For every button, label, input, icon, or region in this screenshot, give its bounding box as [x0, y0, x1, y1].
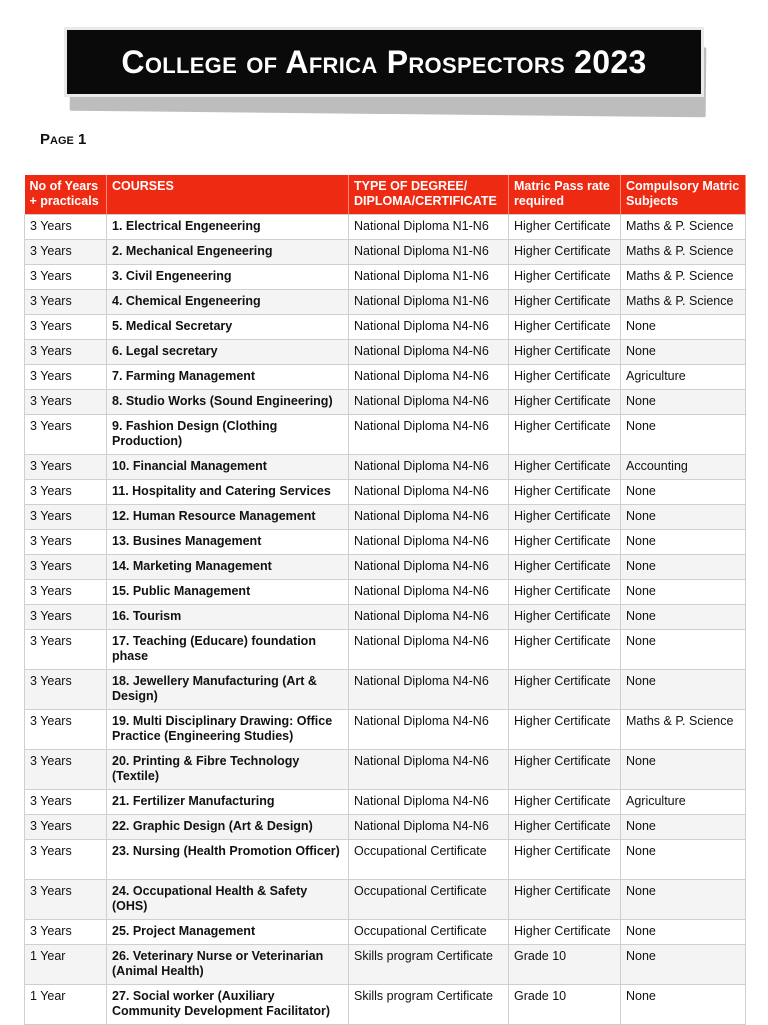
cell-pass-rate: Higher Certificate	[509, 265, 621, 290]
cell-pass-rate: Higher Certificate	[509, 415, 621, 455]
table-row	[25, 670, 746, 710]
cell-pass-rate: Higher Certificate	[509, 750, 621, 790]
cell-degree-type: National Diploma N4-N6	[349, 750, 509, 790]
cell-course: 23. Nursing (Health Promotion Officer)	[107, 840, 349, 880]
cell-pass-rate: Higher Certificate	[509, 530, 621, 555]
cell-course: 17. Teaching (Educare) foundation phase	[107, 630, 349, 670]
cell-degree-type: National Diploma N1-N6	[349, 265, 509, 290]
cell-pass-rate: Higher Certificate	[509, 290, 621, 315]
table-row	[25, 880, 746, 920]
cell-degree-type: National Diploma N4-N6	[349, 580, 509, 605]
cell-degree-type: National Diploma N4-N6	[349, 790, 509, 815]
cell-subjects: None	[621, 390, 746, 415]
cell-pass-rate: Higher Certificate	[509, 365, 621, 390]
cell-course: 6. Legal secretary	[107, 340, 349, 365]
cell-course: 3. Civil Engeneering	[107, 265, 349, 290]
cell-subjects: None	[621, 505, 746, 530]
cell-subjects: None	[621, 920, 746, 945]
cell-subjects: None	[621, 945, 746, 985]
cell-years: 3 Years	[25, 530, 107, 555]
cell-years: 3 Years	[25, 265, 107, 290]
cell-degree-type: National Diploma N4-N6	[349, 505, 509, 530]
cell-degree-type: National Diploma N4-N6	[349, 315, 509, 340]
cell-years: 3 Years	[25, 815, 107, 840]
cell-years: 3 Years	[25, 555, 107, 580]
cell-pass-rate: Higher Certificate	[509, 670, 621, 710]
cell-pass-rate: Higher Certificate	[509, 240, 621, 265]
table-row	[25, 985, 746, 1025]
cell-subjects: None	[621, 580, 746, 605]
cell-degree-type: Occupational Certificate	[349, 840, 509, 880]
cell-degree-type: National Diploma N4-N6	[349, 455, 509, 480]
cell-pass-rate: Higher Certificate	[509, 840, 621, 880]
cell-years: 3 Years	[25, 840, 107, 880]
cell-years: 1 Year	[25, 945, 107, 985]
cell-years: 3 Years	[25, 920, 107, 945]
table-row	[25, 630, 746, 670]
cell-pass-rate: Higher Certificate	[509, 790, 621, 815]
cell-degree-type: National Diploma N4-N6	[349, 605, 509, 630]
cell-subjects: Maths & P. Science	[621, 710, 746, 750]
cell-years: 3 Years	[25, 670, 107, 710]
cell-degree-type: National Diploma N4-N6	[349, 390, 509, 415]
title-banner	[64, 27, 704, 97]
header-pass-rate: Matric Pass rate required	[509, 175, 621, 215]
cell-pass-rate: Higher Certificate	[509, 480, 621, 505]
table-row	[25, 315, 746, 340]
table-row	[25, 415, 746, 455]
cell-pass-rate: Higher Certificate	[509, 340, 621, 365]
cell-subjects: None	[621, 815, 746, 840]
table-row	[25, 215, 746, 240]
header-degree-type: TYPE OF DEGREE/ DIPLOMA/CERTIFICATE	[349, 175, 509, 215]
cell-degree-type: National Diploma N4-N6	[349, 710, 509, 750]
courses-table	[24, 175, 746, 1025]
cell-degree-type: National Diploma N4-N6	[349, 480, 509, 505]
table-row	[25, 580, 746, 605]
cell-pass-rate: Higher Certificate	[509, 920, 621, 945]
cell-years: 3 Years	[25, 710, 107, 750]
cell-course: 9. Fashion Design (Clothing Production)	[107, 415, 349, 455]
cell-course: 22. Graphic Design (Art & Design)	[107, 815, 349, 840]
cell-subjects: None	[621, 985, 746, 1025]
cell-subjects: None	[621, 630, 746, 670]
cell-years: 3 Years	[25, 315, 107, 340]
cell-subjects: Maths & P. Science	[621, 240, 746, 265]
cell-pass-rate: Grade 10	[509, 945, 621, 985]
cell-degree-type: National Diploma N1-N6	[349, 215, 509, 240]
cell-pass-rate: Higher Certificate	[509, 815, 621, 840]
cell-pass-rate: Higher Certificate	[509, 555, 621, 580]
table-row	[25, 530, 746, 555]
cell-years: 1 Year	[25, 985, 107, 1025]
cell-course: 12. Human Resource Management	[107, 505, 349, 530]
table-row	[25, 265, 746, 290]
cell-years: 3 Years	[25, 790, 107, 815]
table-body	[25, 215, 746, 1025]
header-courses: COURSES	[107, 175, 349, 215]
cell-years: 3 Years	[25, 290, 107, 315]
cell-course: 14. Marketing Management	[107, 555, 349, 580]
cell-pass-rate: Higher Certificate	[509, 630, 621, 670]
cell-degree-type: National Diploma N1-N6	[349, 290, 509, 315]
cell-course: 4. Chemical Engeneering	[107, 290, 349, 315]
header-years: No of Years + practicals	[25, 175, 107, 215]
cell-course: 1. Electrical Engeneering	[107, 215, 349, 240]
table-header-row	[25, 175, 746, 215]
table-row	[25, 920, 746, 945]
table-row	[25, 555, 746, 580]
cell-pass-rate: Higher Certificate	[509, 880, 621, 920]
cell-years: 3 Years	[25, 630, 107, 670]
cell-subjects: None	[621, 415, 746, 455]
table-row	[25, 390, 746, 415]
cell-subjects: None	[621, 840, 746, 880]
cell-years: 3 Years	[25, 455, 107, 480]
page-title: College of Africa Prospectors 2023	[121, 43, 647, 80]
cell-pass-rate: Higher Certificate	[509, 580, 621, 605]
table-row	[25, 455, 746, 480]
cell-subjects: Accounting	[621, 455, 746, 480]
cell-course: 11. Hospitality and Catering Services	[107, 480, 349, 505]
cell-course: 25. Project Management	[107, 920, 349, 945]
cell-subjects: Maths & P. Science	[621, 215, 746, 240]
cell-pass-rate: Higher Certificate	[509, 215, 621, 240]
cell-years: 3 Years	[25, 340, 107, 365]
cell-degree-type: Occupational Certificate	[349, 920, 509, 945]
cell-years: 3 Years	[25, 750, 107, 790]
header-subjects: Compulsory Matric Subjects	[621, 175, 746, 215]
cell-course: 27. Social worker (Auxiliary Community Development Facilitator)	[107, 985, 349, 1025]
cell-course: 2. Mechanical Engeneering	[107, 240, 349, 265]
table-row	[25, 750, 746, 790]
cell-course: 26. Veterinary Nurse or Veterinarian (Animal Health)	[107, 945, 349, 985]
cell-subjects: None	[621, 555, 746, 580]
cell-subjects: None	[621, 880, 746, 920]
table-row	[25, 945, 746, 985]
cell-degree-type: National Diploma N4-N6	[349, 555, 509, 580]
cell-subjects: None	[621, 340, 746, 365]
table-row	[25, 605, 746, 630]
cell-years: 3 Years	[25, 215, 107, 240]
table-row	[25, 340, 746, 365]
cell-years: 3 Years	[25, 880, 107, 920]
cell-degree-type: National Diploma N4-N6	[349, 415, 509, 455]
cell-years: 3 Years	[25, 580, 107, 605]
cell-pass-rate: Grade 10	[509, 985, 621, 1025]
cell-course: 5. Medical Secretary	[107, 315, 349, 340]
table-row	[25, 505, 746, 530]
cell-pass-rate: Higher Certificate	[509, 455, 621, 480]
cell-subjects: Agriculture	[621, 790, 746, 815]
cell-degree-type: National Diploma N1-N6	[349, 240, 509, 265]
cell-subjects: None	[621, 480, 746, 505]
cell-course: 13. Busines Management	[107, 530, 349, 555]
table-row	[25, 240, 746, 265]
cell-pass-rate: Higher Certificate	[509, 505, 621, 530]
cell-course: 10. Financial Management	[107, 455, 349, 480]
cell-pass-rate: Higher Certificate	[509, 390, 621, 415]
cell-subjects: None	[621, 670, 746, 710]
cell-course: 16. Tourism	[107, 605, 349, 630]
cell-degree-type: Occupational Certificate	[349, 880, 509, 920]
cell-subjects: None	[621, 750, 746, 790]
cell-course: 19. Multi Disciplinary Drawing: Office Practice (Engineering Studies)	[107, 710, 349, 750]
cell-years: 3 Years	[25, 605, 107, 630]
cell-degree-type: National Diploma N4-N6	[349, 340, 509, 365]
cell-years: 3 Years	[25, 480, 107, 505]
cell-years: 3 Years	[25, 415, 107, 455]
cell-course: 7. Farming Management	[107, 365, 349, 390]
table-row	[25, 840, 746, 880]
table-row	[25, 480, 746, 505]
cell-degree-type: Skills program Certificate	[349, 985, 509, 1025]
table-row	[25, 365, 746, 390]
cell-course: 8. Studio Works (Sound Engineering)	[107, 390, 349, 415]
cell-subjects: Maths & P. Science	[621, 290, 746, 315]
cell-subjects: None	[621, 315, 746, 340]
cell-years: 3 Years	[25, 240, 107, 265]
cell-degree-type: National Diploma N4-N6	[349, 670, 509, 710]
cell-course: 21. Fertilizer Manufacturing	[107, 790, 349, 815]
page-label: Page 1	[40, 131, 87, 148]
cell-course: 20. Printing & Fibre Technology (Textile)	[107, 750, 349, 790]
cell-years: 3 Years	[25, 505, 107, 530]
table-row	[25, 710, 746, 750]
table-row	[25, 790, 746, 815]
cell-subjects: Maths & P. Science	[621, 265, 746, 290]
cell-pass-rate: Higher Certificate	[509, 605, 621, 630]
cell-degree-type: National Diploma N4-N6	[349, 530, 509, 555]
table-row	[25, 290, 746, 315]
cell-degree-type: National Diploma N4-N6	[349, 630, 509, 670]
cell-pass-rate: Higher Certificate	[509, 315, 621, 340]
cell-course: 15. Public Management	[107, 580, 349, 605]
cell-degree-type: Skills program Certificate	[349, 945, 509, 985]
cell-degree-type: National Diploma N4-N6	[349, 365, 509, 390]
cell-subjects: Agriculture	[621, 365, 746, 390]
cell-course: 24. Occupational Health & Safety (OHS)	[107, 880, 349, 920]
cell-years: 3 Years	[25, 365, 107, 390]
cell-subjects: None	[621, 605, 746, 630]
cell-course: 18. Jewellery Manufacturing (Art & Design)	[107, 670, 349, 710]
cell-degree-type: National Diploma N4-N6	[349, 815, 509, 840]
cell-subjects: None	[621, 530, 746, 555]
table-row	[25, 815, 746, 840]
cell-years: 3 Years	[25, 390, 107, 415]
cell-pass-rate: Higher Certificate	[509, 710, 621, 750]
